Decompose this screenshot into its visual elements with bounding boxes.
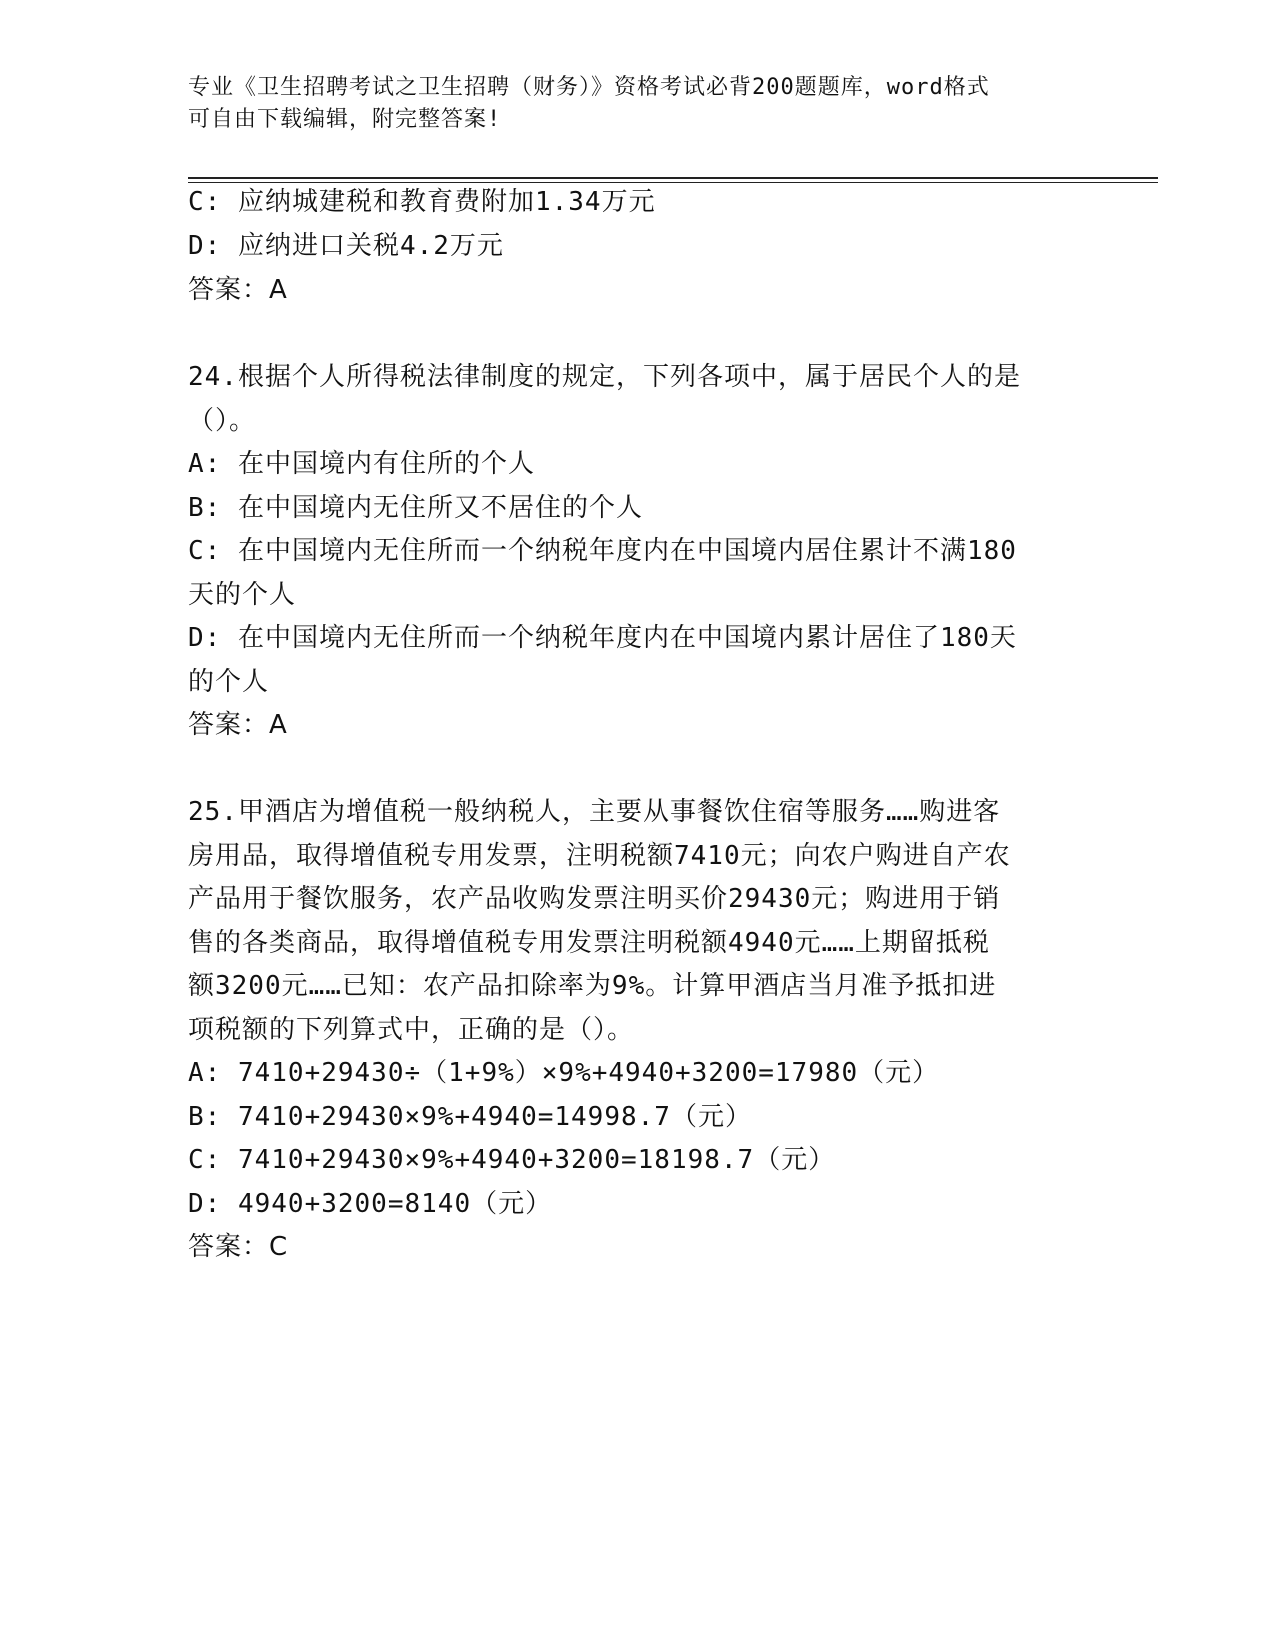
q24-answer: 答案：A bbox=[188, 710, 288, 740]
q24-option-c-line-1: C: 在中国境内无住所而一个纳税年度内在中国境内居住累计不满180 bbox=[188, 536, 1017, 566]
q25-stem-line-6: 项税额的下列算式中，正确的是（）。 bbox=[188, 1015, 635, 1045]
document-header bbox=[188, 72, 1068, 136]
q25-option-c: C: 7410+29430×9%+4940+3200=18198.7（元） bbox=[188, 1145, 836, 1175]
q24-option-d-line-1: D: 在中国境内无住所而一个纳税年度内在中国境内累计居住了180天 bbox=[188, 623, 1017, 653]
q23-answer: 答案：A bbox=[188, 275, 288, 305]
header-divider-thick bbox=[188, 177, 1158, 179]
q25-stem-line-5: 额3200元……已知：农产品扣除率为9%。计算甲酒店当月准予抵扣进 bbox=[188, 971, 997, 1001]
q24-stem-line-1: 24.根据个人所得税法律制度的规定，下列各项中，属于居民个人的是 bbox=[188, 362, 1021, 392]
q25-option-d: D: 4940+3200=8140（元） bbox=[188, 1189, 553, 1219]
q23-option-d: D: 应纳进口关税4.2万元 bbox=[188, 231, 504, 261]
header-divider-thin bbox=[188, 182, 1158, 183]
q24-option-c-line-2: 天的个人 bbox=[188, 580, 297, 610]
q24-option-d-line-2: 的个人 bbox=[188, 667, 270, 697]
q24-stem-line-2: （）。 bbox=[188, 406, 257, 436]
q24-option-b: B: 在中国境内无住所又不居住的个人 bbox=[188, 493, 643, 523]
q25-stem-line-3: 产品用于餐饮服务，农产品收购发票注明买价29430元；购进用于销 bbox=[188, 884, 1001, 914]
header-title-line-1: 专业《卫生招聘考试之卫生招聘（财务）》资格考试必背200题题库，word格式 bbox=[188, 75, 990, 100]
q25-option-b: B: 7410+29430×9%+4940=14998.7（元） bbox=[188, 1102, 752, 1132]
q25-answer: 答案：C bbox=[188, 1232, 289, 1262]
q25-stem-line-2: 房用品，取得增值税专用发票，注明税额7410元；向农户购进自产农 bbox=[188, 841, 1011, 871]
header-title-line-2: 可自由下载编辑，附完整答案! bbox=[188, 107, 502, 132]
q23-option-c: C: 应纳城建税和教育费附加1.34万元 bbox=[188, 187, 656, 217]
q25-option-a: A: 7410+29430÷（1+9%）×9%+4940+3200=17980（元） bbox=[188, 1058, 940, 1088]
q25-stem-line-1: 25.甲酒店为增值税一般纳税人，主要从事餐饮住宿等服务……购进客 bbox=[188, 797, 1001, 827]
q25-stem-line-4: 售的各类商品，取得增值税专用发票注明税额4940元……上期留抵税 bbox=[188, 928, 990, 958]
q24-option-a: A: 在中国境内有住所的个人 bbox=[188, 449, 535, 479]
